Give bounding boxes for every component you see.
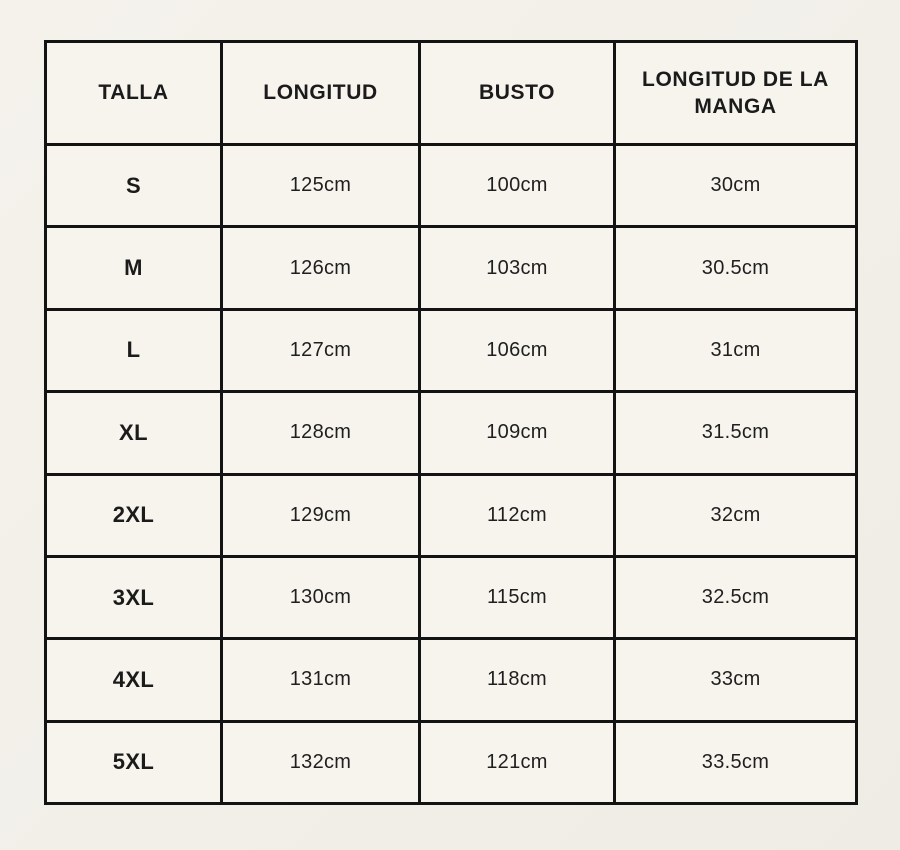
table-row (46, 145, 857, 227)
manga-value: 30cm (615, 145, 857, 227)
longitud-value: 126cm (222, 227, 420, 309)
busto-value: 106cm (420, 309, 615, 391)
manga-value: 33.5cm (615, 721, 857, 803)
manga-value: 33cm (615, 639, 857, 721)
size-label: 3XL (46, 556, 222, 638)
longitud-value: 130cm (222, 556, 420, 638)
table-row (46, 309, 857, 391)
size-label: M (46, 227, 222, 309)
header-talla: TALLA (46, 42, 222, 145)
table-row (46, 474, 857, 556)
busto-value: 118cm (420, 639, 615, 721)
longitud-value: 132cm (222, 721, 420, 803)
longitud-value: 128cm (222, 392, 420, 474)
busto-value: 100cm (420, 145, 615, 227)
manga-value: 31.5cm (615, 392, 857, 474)
header-row (46, 42, 857, 145)
size-chart-table (44, 40, 858, 805)
header-longitud-manga: LONGITUD DE LA MANGA (615, 42, 857, 145)
size-label: 2XL (46, 474, 222, 556)
longitud-value: 129cm (222, 474, 420, 556)
busto-value: 121cm (420, 721, 615, 803)
table-row (46, 392, 857, 474)
manga-value: 32.5cm (615, 556, 857, 638)
table-row (46, 721, 857, 803)
busto-value: 103cm (420, 227, 615, 309)
longitud-value: 131cm (222, 639, 420, 721)
manga-value: 32cm (615, 474, 857, 556)
size-label: S (46, 145, 222, 227)
table-row (46, 639, 857, 721)
manga-value: 31cm (615, 309, 857, 391)
size-label: 5XL (46, 721, 222, 803)
table-row (46, 556, 857, 638)
size-label: 4XL (46, 639, 222, 721)
busto-value: 109cm (420, 392, 615, 474)
table-header (46, 42, 857, 145)
table-row (46, 227, 857, 309)
size-label: L (46, 309, 222, 391)
longitud-value: 127cm (222, 309, 420, 391)
header-longitud: LONGITUD (222, 42, 420, 145)
busto-value: 112cm (420, 474, 615, 556)
size-label: XL (46, 392, 222, 474)
manga-value: 30.5cm (615, 227, 857, 309)
longitud-value: 125cm (222, 145, 420, 227)
table-body (46, 145, 857, 804)
busto-value: 115cm (420, 556, 615, 638)
header-busto: BUSTO (420, 42, 615, 145)
